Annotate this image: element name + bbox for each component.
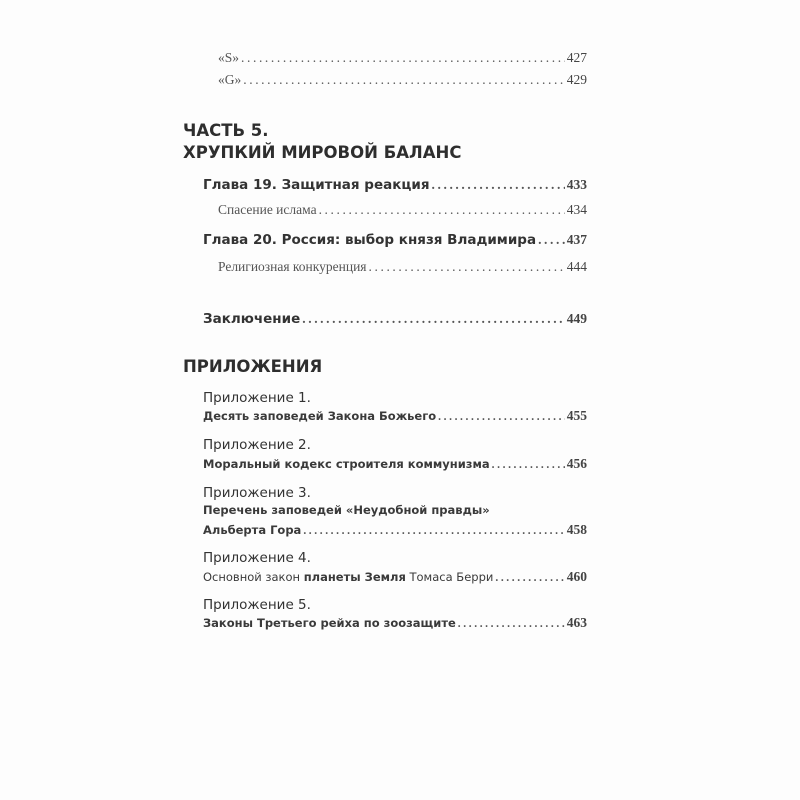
entry-title: Десять заповедей Закона Божьего	[203, 409, 437, 423]
entry-title: Религиозная конкуренция	[218, 259, 367, 274]
part-5-title: ХРУПКИЙ МИРОВОЙ БАЛАНС	[183, 143, 462, 162]
part-5-number: ЧАСТЬ 5.	[183, 121, 269, 140]
toc-appendix-2	[203, 456, 587, 472]
entry-page: 456	[566, 456, 587, 471]
appendix-1-label: Приложение 1.	[203, 390, 311, 406]
title-part: Основной закон	[203, 570, 304, 584]
dot-leader	[302, 311, 565, 327]
entry-page: 429	[566, 72, 587, 87]
dot-leader	[438, 411, 565, 423]
appendix-3-label: Приложение 3.	[203, 485, 311, 501]
toc-entry-s	[218, 50, 587, 66]
toc-section-islam	[218, 202, 587, 218]
entry-page: 455	[566, 408, 587, 423]
entry-page: 434	[566, 202, 587, 217]
appendices-heading: ПРИЛОЖЕНИЯ	[183, 357, 323, 376]
dot-leader	[495, 572, 564, 584]
entry-title: «S»	[218, 50, 240, 65]
appendix-5-label: Приложение 5.	[203, 597, 311, 613]
entry-page: 433	[566, 177, 587, 192]
entry-title: Глава 20. Россия: выбор князя Владимира	[203, 232, 537, 248]
toc-conclusion	[203, 311, 587, 327]
entry-page: 437	[566, 232, 587, 247]
dot-leader	[538, 232, 565, 248]
dot-leader	[369, 259, 565, 275]
toc-appendix-1	[203, 408, 587, 424]
dot-leader	[319, 202, 565, 218]
dot-leader	[432, 177, 565, 193]
dot-leader	[241, 50, 565, 66]
entry-title: Глава 19. Защитная реакция	[203, 177, 430, 193]
entry-page: 444	[566, 259, 587, 274]
appendix-2-label: Приложение 2.	[203, 437, 311, 453]
entry-page: 463	[566, 615, 587, 630]
appendix-3-title-line1: Перечень заповедей «Неудобной правды»	[203, 503, 490, 517]
toc-appendix-4	[203, 569, 587, 585]
entry-title: Спасение ислама	[218, 202, 317, 217]
title-part: Томаса Берри	[405, 570, 494, 584]
entry-title	[203, 570, 493, 584]
title-bold-part: планеты Земля	[303, 570, 406, 584]
dot-leader	[492, 459, 565, 471]
toc-appendix-5	[203, 615, 587, 631]
entry-page: 449	[566, 311, 587, 326]
dot-leader	[243, 72, 565, 88]
dot-leader	[458, 618, 565, 630]
toc-chapter-19	[203, 177, 587, 193]
part-5-heading	[183, 120, 461, 164]
entry-title: Законы Третьего рейха по зоозащите	[203, 616, 456, 630]
toc-appendix-3	[203, 522, 587, 538]
entry-page: 427	[566, 50, 587, 65]
toc-section-competition	[218, 259, 587, 275]
appendix-4-label: Приложение 4.	[203, 550, 311, 566]
dot-leader	[303, 525, 564, 537]
entry-page: 458	[566, 522, 587, 537]
entry-title: «G»	[218, 72, 242, 87]
toc-entry-g	[218, 72, 587, 88]
entry-title: Заключение	[203, 311, 301, 327]
entry-title: Альберта Гора	[203, 523, 302, 537]
entry-title: Моральный кодекс строителя коммунизма	[203, 457, 490, 471]
toc-chapter-20	[203, 232, 587, 248]
entry-page: 460	[566, 569, 587, 584]
